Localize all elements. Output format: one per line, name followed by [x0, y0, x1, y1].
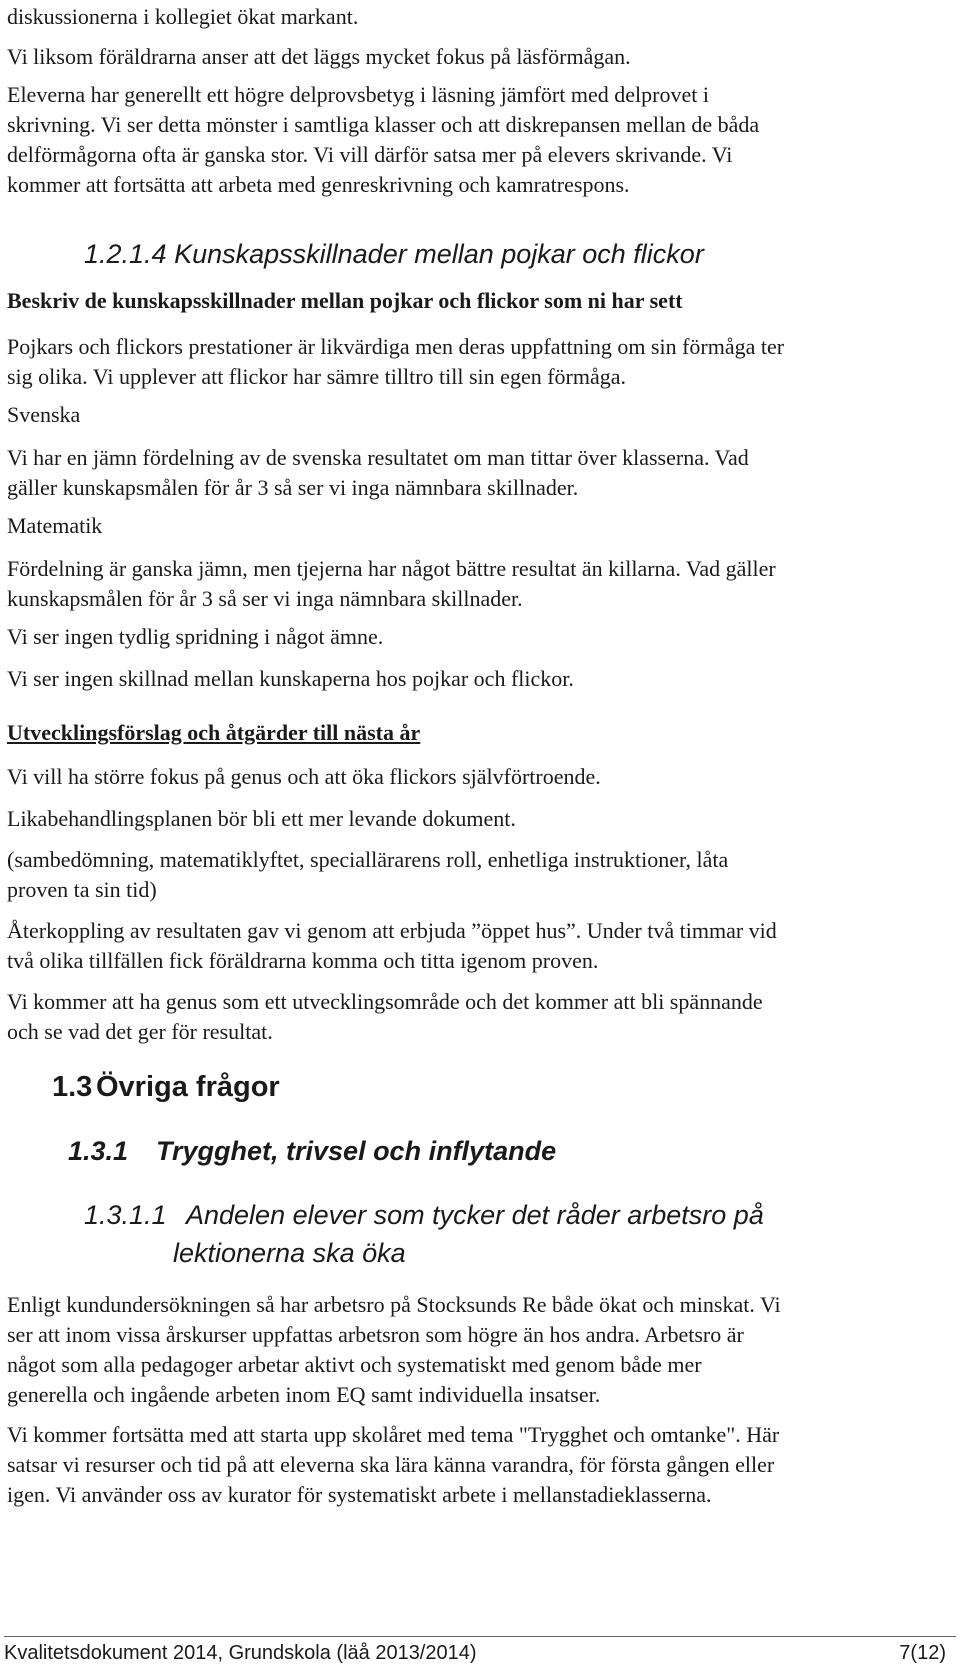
heading-beskriv: Beskriv de kunskapsskillnader mellan pojkar och flickor som ni har sett — [7, 288, 683, 313]
paragraph-genusomrade-line-2: och se vad det ger för resultat. — [7, 1019, 273, 1044]
heading-1-3-1-text: Trygghet, trivsel och inflytande — [156, 1136, 557, 1166]
paragraph-aterkoppling-line-1: Återkoppling av resultaten gav vi genom att erbjuda ”öppet hus”. Under två timmar vid — [7, 918, 777, 943]
paragraph-skillnad: Vi ser ingen skillnad mellan kunskaperna hos pojkar och flickor. — [7, 666, 574, 691]
paragraph-sambedomning-line-1: (sambedömning, matematiklyftet, speciallärarens roll, enhetliga instruktioner, låta — [7, 847, 729, 872]
paragraph-genus: Vi vill ha större fokus på genus och att öka flickors självförtroende. — [7, 764, 601, 789]
paragraph-enligt-line-4: generella och ingående arbeten inom EQ samt individuella insatser. — [7, 1382, 601, 1407]
paragraph-intro-3-line-4: kommer att fortsätta att arbeta med genreskrivning och kamratrespons. — [7, 172, 630, 197]
paragraph-spridning: Vi ser ingen tydlig spridning i något ämne. — [7, 624, 384, 649]
heading-1-3-1-1-line-1: Andelen elever som tycker det råder arbetsro på — [186, 1200, 764, 1230]
paragraph-tema-line-1: Vi kommer fortsätta med att starta upp skolåret med tema "Trygghet och omtanke". Här — [7, 1422, 780, 1447]
paragraph-enligt-line-3: något som alla pedagoger arbetar aktivt och systematiskt med genom både mer — [7, 1352, 702, 1377]
label-svenska: Svenska — [7, 402, 81, 427]
paragraph-pojkar-line-1: Pojkars och flickors prestationer är likvärdiga men deras uppfattning om sin förmåga ter — [7, 334, 785, 359]
heading-1-3-text: Övriga frågor — [96, 1071, 280, 1103]
paragraph-enligt-line-1: Enligt kundundersökningen så har arbetsro på Stocksunds Re både ökat och minskat. Vi — [7, 1292, 781, 1317]
page-footer — [4, 1638, 952, 1668]
label-matematik: Matematik — [7, 513, 103, 538]
paragraph-matematik-line-2: kunskapsmålen för år 3 så ser vi inga nämnbara skillnader. — [7, 586, 523, 611]
paragraph-sambedomning-line-2: proven ta sin tid) — [7, 877, 157, 902]
heading-1-3-1-1-number: 1.3.1.1 — [84, 1200, 167, 1230]
footer-document-title: Kvalitetsdokument 2014, Grundskola (läå 2013/2014) — [4, 1642, 477, 1664]
heading-utvecklingsforslag: Utvecklingsförslag och åtgärder till nästa år — [7, 720, 421, 745]
paragraph-enligt-line-2: ser att inom vissa årskurser uppfattas arbetsron som högre än hos andra. Arbetsro är — [7, 1322, 744, 1347]
heading-1-3-1-1-line-2: lektionerna ska öka — [173, 1238, 406, 1268]
paragraph-tema-line-2: satsar vi resurser och tid på att eleverna ska lära känna varandra, för första gången eller — [7, 1452, 775, 1477]
paragraph-intro-2: Vi liksom föräldrarna anser att det läggs mycket fokus på läsförmågan. — [7, 44, 631, 69]
paragraph-likabehandling: Likabehandlingsplanen bör bli ett mer levande dokument. — [7, 806, 516, 831]
paragraph-intro-3-line-2: skrivning. Vi ser detta mönster i samtliga klasser och att diskrepansen mellan de båda — [7, 112, 760, 137]
paragraph-pojkar-line-2: sig olika. Vi upplever att flickor har sämre tilltro till sin egen förmåga. — [7, 364, 626, 389]
paragraph-tema-line-3: igen. Vi använder oss av kurator för systematiskt arbete i mellanstadieklasserna. — [7, 1482, 712, 1507]
paragraph-matematik-line-1: Fördelning är ganska jämn, men tjejerna har något bättre resultat än killarna. Vad gäller — [7, 556, 776, 581]
heading-1-2-1-4: 1.2.1.4 Kunskapsskillnader mellan pojkar och flickor — [84, 239, 704, 269]
footer-page-number: 7(12) — [899, 1642, 946, 1664]
heading-1-3-1-number: 1.3.1 — [68, 1136, 129, 1166]
heading-1-3-number: 1.3 — [52, 1071, 93, 1103]
paragraph-intro-1: diskussionerna i kollegiet ökat markant. — [7, 4, 359, 29]
paragraph-genusomrade-line-1: Vi kommer att ha genus som ett utvecklingsområde och det kommer att bli spännande — [7, 989, 763, 1014]
paragraph-intro-3-line-3: delförmågorna ofta är ganska stor. Vi vill därför satsa mer på elevers skrivande. Vi — [7, 142, 733, 167]
footer-divider — [4, 1636, 956, 1637]
paragraph-aterkoppling-line-2: två olika tillfällen fick föräldrarna komma och titta igenom proven. — [7, 948, 599, 973]
paragraph-svenska-line-2: gäller kunskapsmålen för år 3 så ser vi inga nämnbara skillnader. — [7, 475, 579, 500]
paragraph-svenska-line-1: Vi har en jämn fördelning av de svenska resultatet om man tittar över klasserna. Vad — [7, 445, 749, 470]
paragraph-intro-3-line-1: Eleverna har generellt ett högre delprovsbetyg i läsning jämfört med delprovet i — [7, 82, 709, 107]
